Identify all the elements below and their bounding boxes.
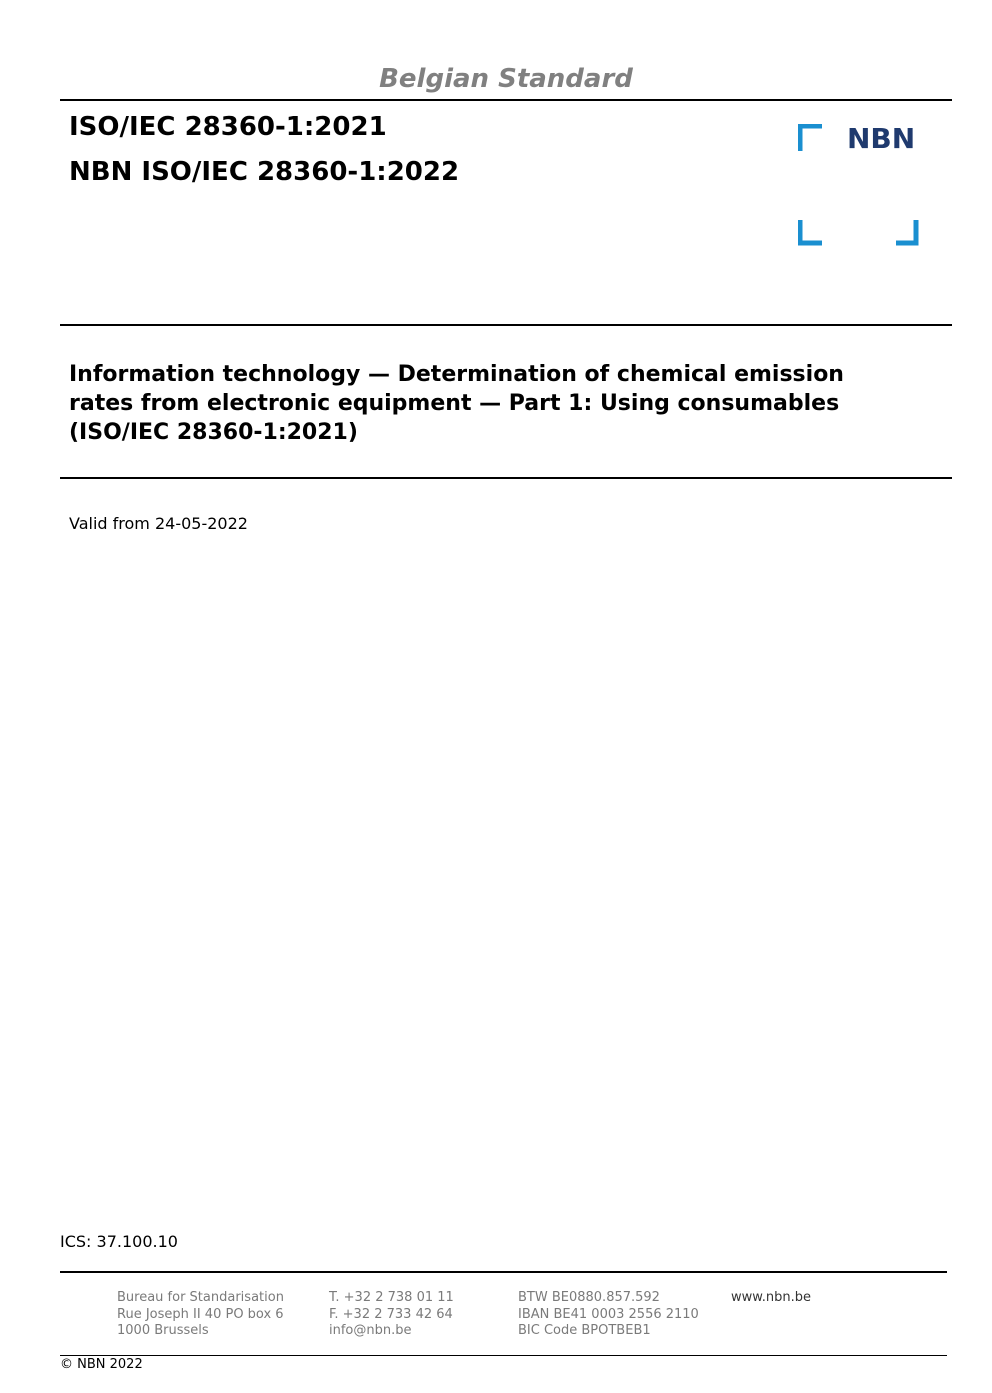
document-title (69, 360, 929, 447)
validity-date: Valid from 24-05-2022 (69, 514, 248, 533)
logo-text: NBN (847, 124, 916, 155)
document-title-line: (ISO/IEC 28360-1:2021) (69, 420, 358, 445)
footer-line: 1000 Brussels (117, 1323, 209, 1338)
footer-line: BTW BE0880.857.592 (518, 1290, 660, 1305)
ics-code: ICS: 37.100.10 (60, 1232, 178, 1251)
footer-address (117, 1290, 284, 1340)
footer-email-link[interactable]: info@nbn.be (329, 1323, 412, 1338)
footer-bottom-divider (60, 1355, 947, 1356)
copyright-notice: © NBN 2022 (60, 1357, 143, 1372)
footer-phone: T. +32 2 738 01 11 (329, 1290, 454, 1305)
nbn-bracket-logo-icon (798, 124, 920, 248)
website-link[interactable]: www.nbn.be (731, 1290, 811, 1305)
footer-bank (518, 1290, 699, 1340)
header-divider (60, 99, 952, 101)
footer-fax: F. +32 2 733 42 64 (329, 1306, 453, 1322)
nbn-logo (798, 124, 920, 248)
iso-reference: ISO/IEC 28360-1:2021 (69, 112, 387, 142)
footer-line: Rue Joseph II 40 PO box 6 (117, 1306, 284, 1322)
title-top-divider (60, 324, 952, 326)
footer-top-divider (60, 1271, 947, 1273)
footer-line: Bureau for Standarisation (117, 1290, 284, 1305)
footer-website (731, 1290, 811, 1307)
nbn-reference: NBN ISO/IEC 28360-1:2022 (69, 157, 460, 187)
footer-line: BIC Code BPOTBEB1 (518, 1323, 651, 1338)
title-bottom-divider (60, 477, 952, 479)
document-title-line: rates from electronic equipment — Part 1: Using consumables (69, 391, 840, 416)
footer-contact (329, 1290, 454, 1340)
footer-line: IBAN BE41 0003 2556 2110 (518, 1306, 699, 1322)
document-title-line: Information technology — Determination of chemical emission (69, 362, 844, 387)
document-header-title: Belgian Standard (379, 64, 633, 94)
